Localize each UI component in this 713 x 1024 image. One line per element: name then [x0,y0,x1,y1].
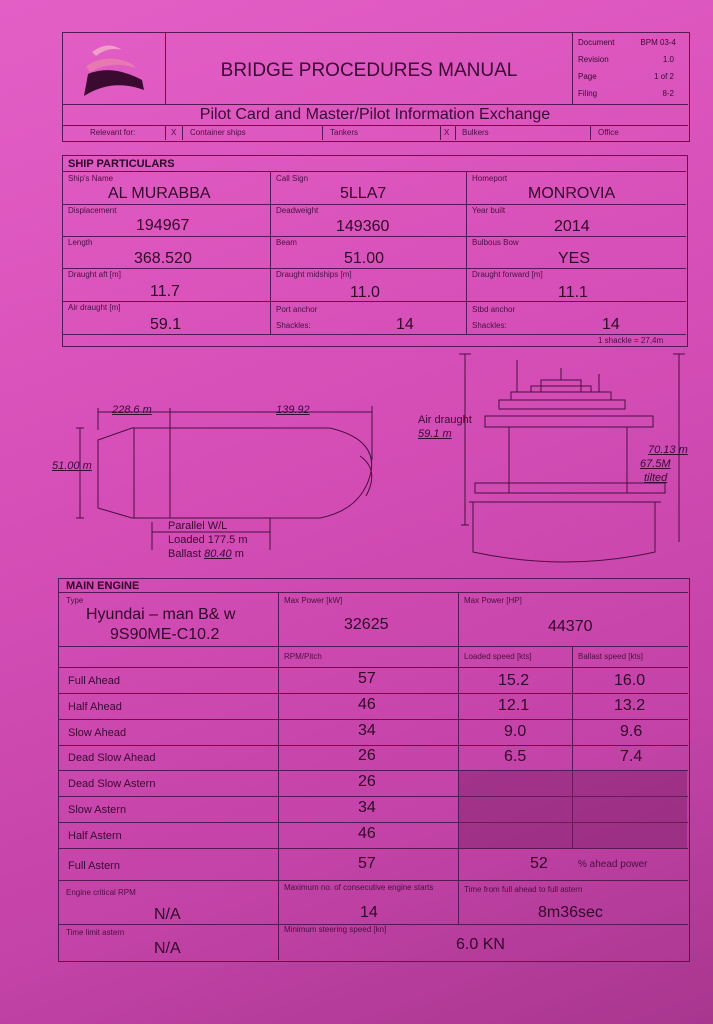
row-label: Dead Slow Ahead [68,752,156,764]
air-draught: 59.1 [150,316,182,333]
air-draught-label: Air draught [m] [68,303,121,312]
time-limit-astern-label: Time limit astern [66,928,125,937]
bulbous-bow: YES [558,250,591,267]
meta-label: Revision [578,55,609,64]
max-power-kw: 32625 [344,616,389,633]
row-label: Full Ahead [68,675,120,687]
draught-aft: 11.7 [150,283,180,300]
call-sign: 5LLA7 [340,185,387,202]
length: 368.520 [134,250,192,267]
office-label: Office [598,128,619,137]
meta-value: 1 of 2 [653,72,674,81]
draught-fwd-label: Draught forward [m] [472,270,543,279]
rpm-value: 46 [358,696,376,713]
meta-value: 1.0 [662,55,674,64]
bulkers-checkbox[interactable]: X [444,128,450,137]
loaded-speed-value: 12.1 [498,697,530,714]
max-power-hp-label: Max Power [HP] [464,596,522,605]
astern-power-label: % ahead power [578,859,648,870]
meta-value: BPM 03-4 [640,38,676,47]
loaded-speed-value: 6.5 [504,748,527,765]
row-label: Full Astern [68,860,120,872]
container-checkbox[interactable]: X [171,128,177,137]
ballast-prefix: Ballast [168,548,202,560]
height-dim-2: 67.5M [640,458,671,470]
relevant-for-label: Relevant for: [90,128,136,137]
engine-starts: 14 [360,904,378,921]
deadweight: 149360 [336,218,390,235]
length-label: Length [68,238,93,247]
full-ahead-astern-time: 8m36sec [538,904,603,921]
stbd-shackles-label: Shackles: [472,321,507,330]
beam-label: Beam [276,238,297,247]
ship-name-label: Ship's Name [68,174,114,183]
min-steering-speed-label: Minimum steering speed [kn] [284,925,387,934]
company-logo [78,38,150,98]
rpm-value: 26 [358,773,376,790]
ballast-speed-value: 7.4 [620,748,643,765]
ballast-unit: m [234,548,244,560]
tankers-label: Tankers [330,128,359,137]
max-power-kw-label: Max Power [kW] [284,596,343,605]
ballast-speed-value: 16.0 [614,672,646,689]
stbd-shackles: 14 [602,316,620,333]
ballast-speed-value: 13.2 [614,697,646,714]
rpm-value: 57 [358,670,376,687]
meta-label: Filing [578,89,598,98]
loaded-speed-label: Loaded speed [kts] [464,652,532,661]
ballast-wl-label [168,548,244,560]
ship-particulars-title: SHIP PARTICULARS [68,158,175,170]
rpm-value: 34 [358,722,376,739]
meta-label: Page [578,72,597,81]
displacement: 194967 [136,217,190,234]
ballast-value: 80.40 [204,548,232,560]
year-built-label: Year built [472,206,506,215]
draught-mid: 11.0 [350,284,380,301]
container-label: Container ships [190,128,246,137]
critical-rpm-label: Engine critical RPM [66,888,136,897]
rpm-pitch-label: RPM/Pitch [284,652,322,661]
height-dim-3: tilted [644,472,668,484]
loaded-wl-label: Loaded 177.5 m [168,534,248,546]
pilot-card-subtitle: Pilot Card and Master/Pilot Information Exchange [199,106,551,123]
engine-type-line1: Hyundai – man B& w [86,606,236,623]
engine-type-line2: 9S90ME-C10.2 [110,626,220,643]
aft-length-dim: 228.6 m [112,404,152,416]
loaded-speed-value: 15.2 [498,672,530,689]
max-power-hp: 44370 [548,618,593,635]
port-shackles-label: Shackles: [276,321,311,330]
height-dim-1: 70.13 m [648,444,688,456]
bulkers-label: Bulkers [462,128,489,137]
row-label: Slow Ahead [68,727,127,739]
homeport: MONROVIA [528,185,616,202]
manual-title: BRIDGE PROCEDURES MANUAL [220,60,518,81]
bulbous-bow-label: Bulbous Bow [472,238,519,247]
engine-starts-label: Maximum no. of consecutive engine starts [284,883,434,892]
call-sign-label: Call Sign [276,174,309,183]
rpm-value: 57 [358,855,376,872]
draught-mid-label: Draught midships [m] [276,270,352,279]
rpm-value: 26 [358,747,376,764]
meta-label: Document [578,38,615,47]
astern-power-pct: 52 [530,855,548,872]
rpm-value: 46 [358,825,376,842]
ship-name: AL MURABBA [108,185,211,202]
displacement-label: Displacement [68,206,117,215]
year-built: 2014 [554,218,590,235]
ballast-speed-value: 9.6 [620,723,643,740]
rpm-value: 34 [358,799,376,816]
homeport-label: Homeport [472,174,508,183]
meta-value: 8-2 [662,89,674,98]
parallel-wl-label: Parallel W/L [168,520,228,532]
stbd-anchor-label: Stbd anchor [472,305,516,314]
astern-shaded-cells [459,771,687,848]
row-label: Half Astern [68,830,122,842]
row-label: Slow Astern [68,804,127,816]
deadweight-label: Deadweight [276,206,319,215]
air-draught-diagram-value: 59.1 m [418,428,452,440]
ballast-speed-label: Ballast speed [kts] [578,652,643,661]
critical-rpm: N/A [154,906,181,923]
row-label: Half Ahead [68,701,122,713]
loaded-speed-value: 9.0 [504,723,527,740]
full-ahead-astern-time-label: Time from full ahead to full astern [464,885,583,894]
draught-aft-label: Draught aft [m] [68,270,121,279]
shackle-note: 1 shackle = 27,4m [598,336,664,345]
row-label: Dead Slow Astern [68,778,156,790]
port-anchor-label: Port anchor [276,305,318,314]
beam-dim: 51.00 m [52,460,92,472]
draught-fwd: 11.1 [558,284,588,301]
min-steering-speed: 6.0 KN [456,936,505,953]
port-shackles: 14 [396,316,414,333]
time-limit-astern: N/A [154,940,181,957]
fwd-length-dim: 139.92 [276,404,310,416]
engine-type-label: Type [66,596,84,605]
meta-block [578,38,684,106]
main-engine-title: MAIN ENGINE [66,580,140,592]
air-draught-diagram-label: Air draught [418,414,472,426]
beam: 51.00 [344,250,385,267]
